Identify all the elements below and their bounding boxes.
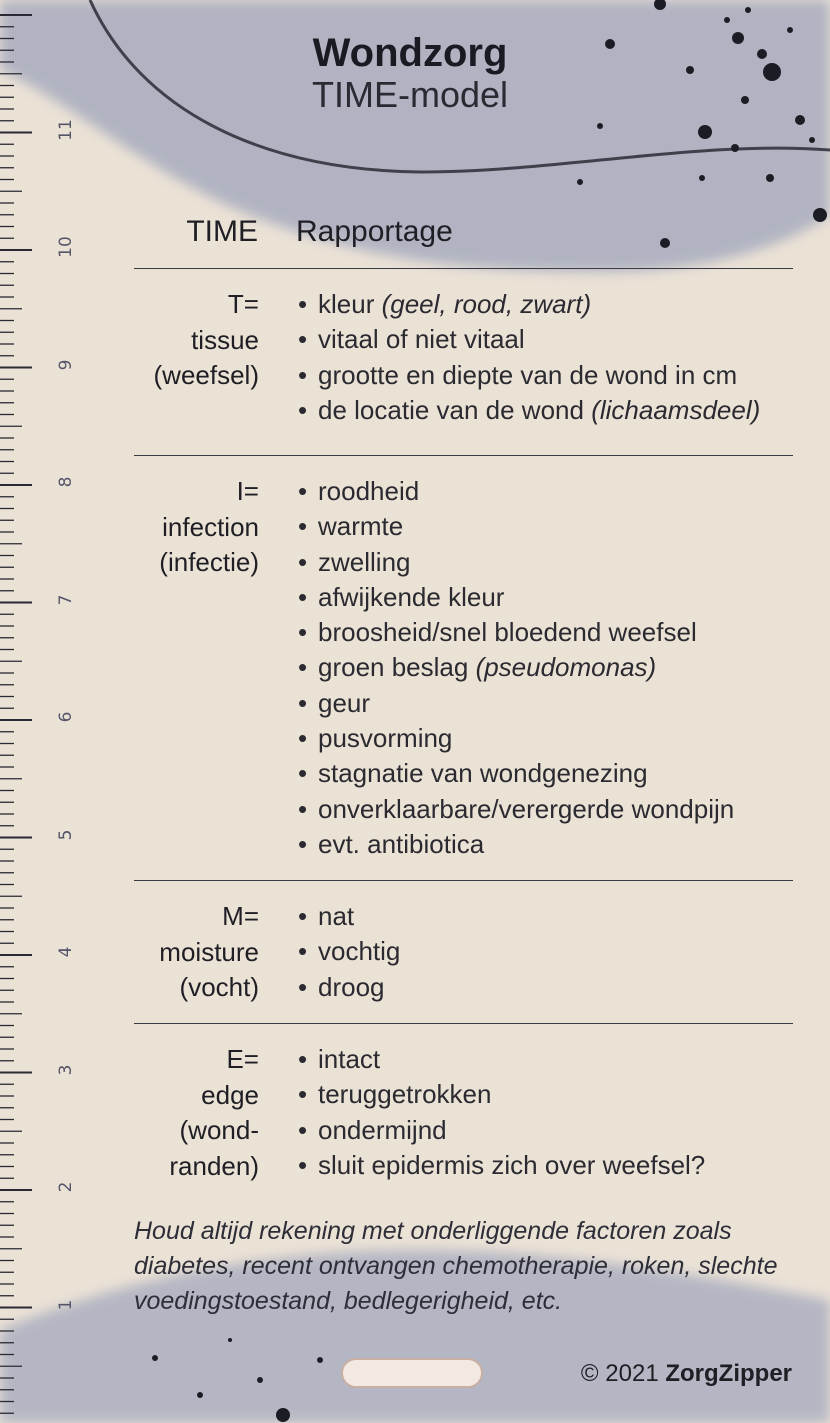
list-item [298,792,793,827]
ruler-number: 5 [56,829,76,841]
list-item [298,827,793,862]
ruler-number: 10 [56,236,76,258]
copyright-prefix: © 2021 [580,1360,666,1387]
item-text: vitaal of niet vitaal [318,324,525,355]
row-label [134,1042,259,1184]
item-note: (lichaamsdeel) [591,394,761,425]
bullet-icon: • [298,936,308,967]
row-items [298,1042,793,1183]
item-text: groen beslag [318,652,476,683]
copyright [581,1360,792,1388]
item-text: afwijkende kleur [318,581,505,612]
ruler-number: 6 [56,711,76,723]
list-item [298,686,793,721]
list-item [298,393,793,428]
list-item [298,509,793,544]
item-text: kleur [318,289,382,319]
bullet-icon: • [298,828,308,859]
item-text: roodheid [318,476,420,506]
bullet-icon: • [298,1149,308,1180]
table-row-edge [134,1024,793,1204]
row-label-line: infection [162,511,259,542]
item-text: warmte [318,511,404,542]
page-title: Wondzorg [312,31,508,75]
list-item [298,721,793,756]
title-block [200,30,620,114]
item-text: vochtig [318,936,401,967]
ruler-number: 1 [56,1299,76,1311]
row-label-line: (infectie) [159,547,259,577]
ruler-number: 8 [56,476,76,488]
row-label-line: E= [226,1044,259,1074]
hang-slot [341,1358,483,1388]
item-text: pusvorming [318,723,453,754]
row-items [298,287,793,428]
list-item [298,1113,793,1148]
item-text: evt. antibiotica [318,828,485,859]
row-label-line: randen) [169,1150,259,1181]
list-item [298,1148,793,1183]
bullet-icon: • [298,1114,308,1145]
ruler-number: 2 [56,1181,76,1193]
bullet-icon: • [298,652,308,683]
item-text: zwelling [318,546,411,577]
item-text: intact [318,1044,381,1074]
bullet-icon: • [298,901,308,931]
row-items [298,899,793,1005]
item-text: teruggetrokken [318,1079,492,1110]
column-header-time: TIME [186,215,258,248]
item-text: droog [318,971,385,1002]
footnote: Houd altijd rekening met onderliggende factoren zoals diabetes, recent ontvangen chemotherapie, roken, slechte voedingstoestand, bedlegerigheid, etc. [134,1217,778,1315]
time-table [134,210,793,1204]
ruler-number: 7 [56,594,76,606]
list-item [298,899,793,934]
row-label [134,474,259,581]
bullet-icon: • [298,617,308,648]
row-label [134,287,259,394]
list-item [298,970,793,1005]
bullet-icon: • [298,1044,308,1074]
page-subtitle: TIME-model [311,74,509,115]
list-item [298,474,793,509]
column-header-report: Rapportage [296,215,453,248]
list-item [298,650,793,685]
ruler-number: 9 [56,359,76,371]
table-row-moisture [134,881,793,1024]
item-text: sluit epidermis zich over weefsel? [318,1149,706,1180]
item-text: ondermijnd [318,1114,447,1145]
row-label-line: moisture [159,936,259,967]
bullet-icon: • [298,581,308,612]
bullet-icon: • [298,546,308,577]
bullet-icon: • [298,289,308,319]
bullet-icon: • [298,758,308,789]
ruler [0,0,90,1423]
ruler-number: 11 [56,119,76,141]
list-item [298,1077,793,1112]
bullet-icon: • [298,394,308,425]
table-header [134,210,793,269]
list-item [298,322,793,357]
ruler-number: 3 [56,1064,76,1076]
item-text: de locatie van de wond [318,394,592,425]
row-label-line: (weefsel) [153,360,259,390]
bullet-icon: • [298,359,308,390]
row-label-line: tissue [191,324,259,355]
row-label-line: M= [222,901,259,931]
list-item [298,615,793,650]
item-text: onverklaarbare/verergerde wondpijn [318,793,735,824]
bullet-icon: • [298,324,308,355]
row-label-line: T= [227,289,259,319]
ruler-number: 4 [56,946,76,958]
item-text: nat [318,901,355,931]
table-row-infection [134,456,793,881]
bullet-icon: • [298,1079,308,1110]
item-text: geur [318,687,371,718]
list-item [298,934,793,969]
list-item [298,545,793,580]
item-text: grootte en diepte van de wond in cm [318,359,738,390]
list-item [298,580,793,615]
bullet-icon: • [298,971,308,1002]
row-label-line: (wond- [179,1115,259,1145]
item-text: broosheid/snel bloedend weefsel [318,617,697,648]
bullet-icon: • [298,476,308,506]
row-items [298,474,793,862]
bullet-icon: • [298,723,308,754]
row-label-line: edge [201,1079,259,1110]
list-item [298,1042,793,1077]
list-item [298,756,793,791]
list-item [298,358,793,393]
item-text: stagnatie van wondgenezing [318,758,648,789]
item-note: (pseudomonas) [475,652,657,683]
list-item [298,287,793,322]
item-note: (geel, rood, zwart) [381,289,592,319]
bullet-icon: • [298,687,308,718]
row-label-line: (vocht) [179,972,259,1002]
bullet-icon: • [298,793,308,824]
brand-name: ZorgZipper [665,1360,792,1387]
bullet-icon: • [298,511,308,542]
row-label [134,899,259,1006]
row-label-line: I= [236,476,259,506]
table-row-tissue [134,269,793,456]
